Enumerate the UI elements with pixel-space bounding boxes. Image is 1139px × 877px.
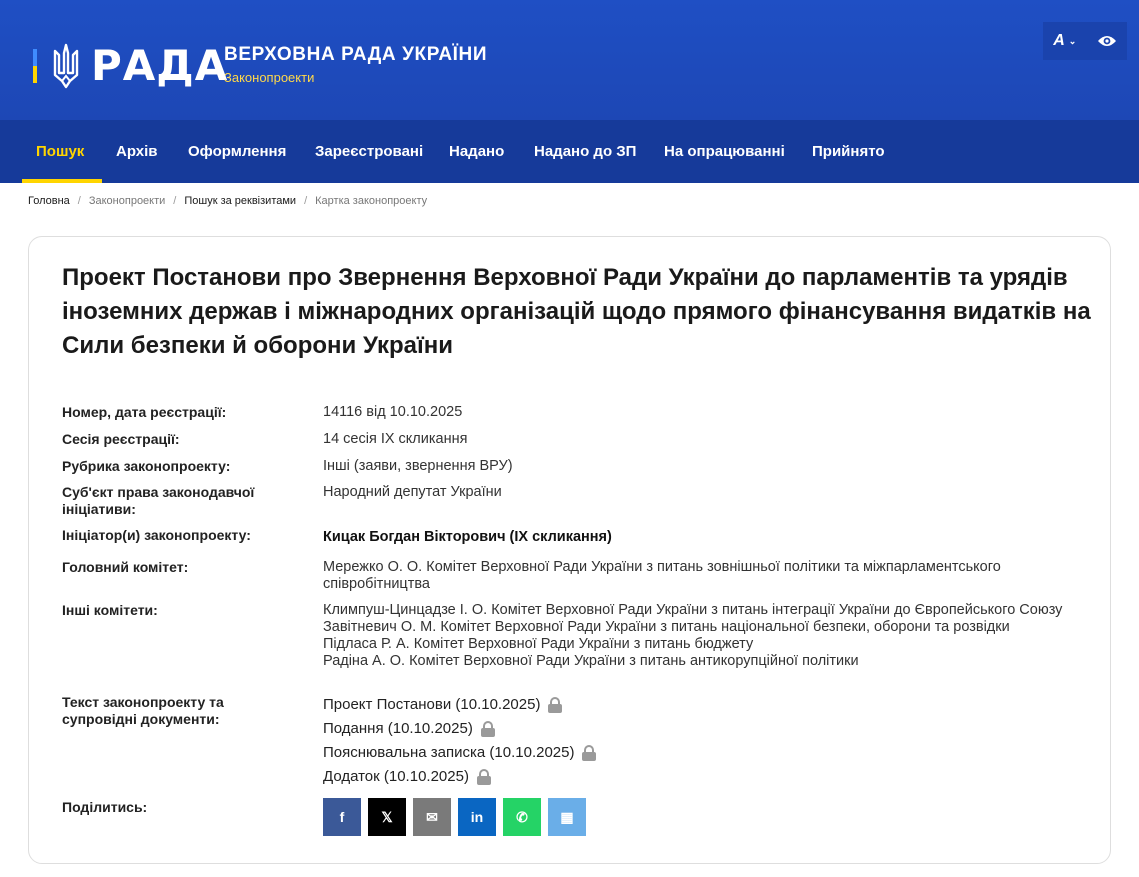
nav-formatting[interactable]: Оформлення [188,143,287,160]
breadcrumb-separator: / [77,195,81,207]
breadcrumb [28,195,427,207]
eye-icon [1097,34,1117,48]
active-tab-indicator [22,179,102,183]
doc-link-explanatory-note[interactable] [323,743,596,763]
share-linkedin-button[interactable] [458,798,496,836]
share-x-button[interactable] [368,798,406,836]
site-logo[interactable] [33,42,228,90]
main-committee-label: Головний комітет: [62,559,189,575]
subject-label: Суб'єкт права законодавчої ініціативи: [62,484,255,517]
doc-link-label: Проект Постанови (10.10.2025) [323,696,541,713]
breadcrumb-separator: / [304,195,308,207]
rubric-value: Інші (заяви, звернення ВРУ) [323,458,513,474]
font-size-button[interactable] [1053,32,1076,50]
nav-registered[interactable]: Зареєстровані [315,143,424,160]
lock-icon [582,745,596,761]
accessibility-tools [1043,22,1127,60]
breadcrumb-separator: / [173,195,177,207]
doc-link-draft[interactable] [323,695,562,715]
site-title-block [224,44,487,85]
site-subtitle: Законопроекти [224,70,315,85]
share-qr-button[interactable] [548,798,586,836]
doc-link-label: Пояснювальна записка (10.10.2025) [323,744,575,761]
qr-code-icon: ▦ [560,808,574,825]
bill-card [28,236,1111,864]
nav-search[interactable]: Пошук [36,143,85,160]
lock-icon [481,721,495,737]
site-header [0,0,1139,120]
main-committee-value: Мережко О. О. Комітет Верховної Ради України з питань зовнішньої політики та міжпарламентського співробітництва [323,559,1001,592]
nav-adopted[interactable]: Прийнято [812,143,885,160]
reg-label: Номер, дата реєстрації: [62,404,227,420]
committee-item: Радіна А. О. Комітет Верховної Ради України з питань антикорупційної політики [323,653,859,669]
committee-item: Підласа Р. А. Комітет Верховної Ради України з питань бюджету [323,636,754,652]
subject-value: Народний депутат України [323,484,502,500]
docs-label: Текст законопроекту та супровідні документи: [62,694,224,727]
share-label: Поділитись: [62,799,148,815]
email-icon: ✉ [426,808,438,825]
other-committees-list [323,602,1083,670]
committee-item: Завітневич О. М. Комітет Верховної Ради України з питань національної безпеки, оборони та розвідки [323,619,1010,635]
font-size-label: A [1053,32,1065,49]
doc-link-label: Подання (10.10.2025) [323,720,473,737]
trident-icon [51,43,81,89]
facebook-icon: f [339,809,345,825]
whatsapp-icon: ✆ [516,808,528,825]
main-nav [0,120,1139,183]
flag-stripe [33,49,37,83]
bill-title: Проект Постанови про Звернення Верховної Ради України до парламентів та урядів іноземних держав і міжнародних організацій щодо прямого фінансування видатків на Сили безпеки й оборони України [62,264,1091,359]
logo-word: РАДА [91,41,229,90]
doc-link-appendix[interactable] [323,767,491,787]
breadcrumb-bills[interactable]: Законопроекти [88,195,166,207]
visibility-button[interactable] [1097,34,1117,48]
reg-value: 14116 від 10.10.2025 [323,404,463,420]
x-icon: 𝕏 [381,808,393,825]
nav-in-processing[interactable]: На опрацюванні [664,143,785,160]
chevron-down-icon: ⌄ [1068,35,1077,46]
initiator-label: Ініціатор(и) законопроекту: [62,527,251,543]
doc-link-label: Додаток (10.10.2025) [323,768,469,785]
initiator-value[interactable]: Кицак Богдан Вікторович (IX скликання) [323,529,612,545]
share-buttons [323,798,586,836]
share-facebook-button[interactable] [323,798,361,836]
committee-item: Климпуш-Цинцадзе І. О. Комітет Верховної Ради України з питань інтеграції України до Європейського Союзу [323,602,1063,618]
nav-provided[interactable]: Надано [449,143,505,160]
breadcrumb-search-by-details[interactable]: Пошук за реквізитами [184,195,297,207]
share-whatsapp-button[interactable] [503,798,541,836]
breadcrumb-bill-card: Картка законопроекту [315,195,428,207]
nav-provided-to-zp[interactable]: Надано до ЗП [534,143,637,160]
breadcrumb-home[interactable]: Головна [28,195,70,207]
doc-link-submission[interactable] [323,719,495,739]
session-label: Сесія реєстрації: [62,431,180,447]
site-title: ВЕРХОВНА РАДА УКРАЇНИ [224,44,488,65]
session-value: 14 сесія IX скликання [323,431,468,447]
nav-archive[interactable]: Архів [116,143,158,160]
share-email-button[interactable] [413,798,451,836]
lock-icon [477,769,491,785]
lock-icon [548,697,562,713]
other-committees-label: Інші комітети: [62,602,158,618]
linkedin-icon: in [470,809,484,825]
rubric-label: Рубрика законопроекту: [62,458,231,474]
